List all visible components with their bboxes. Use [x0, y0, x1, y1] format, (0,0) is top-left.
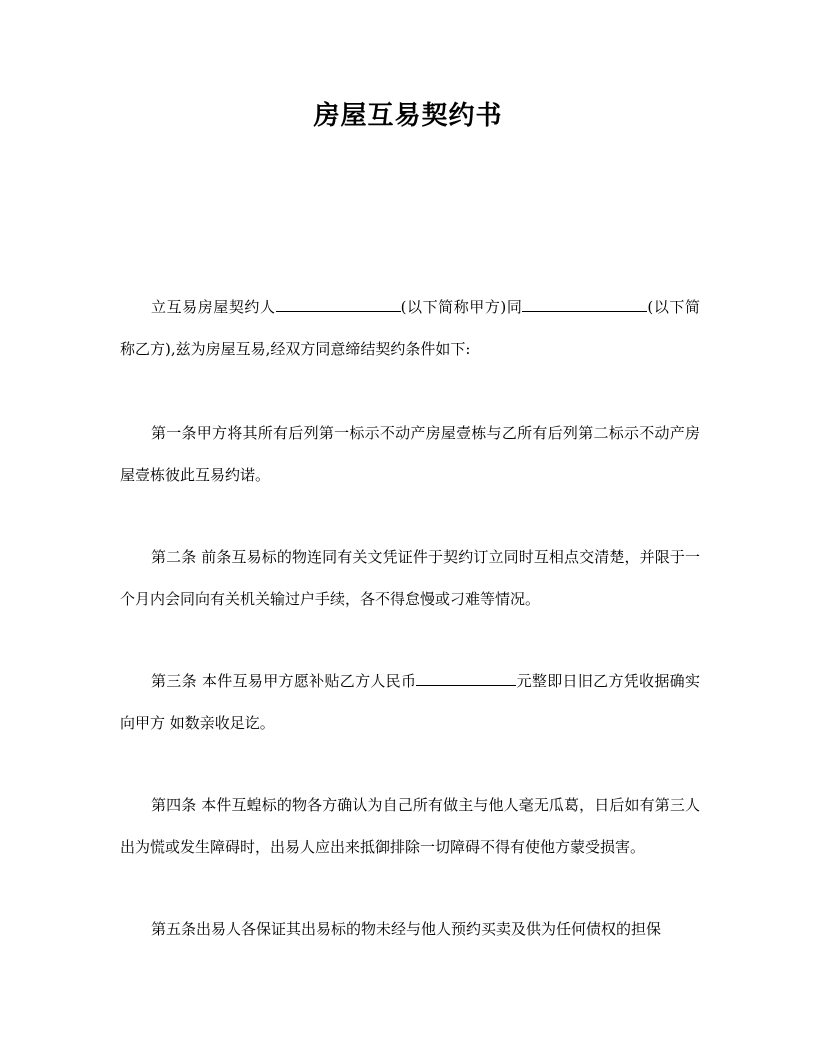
article-2: 第二条 前条互易标的物连同有关文凭证件于契约订立同时互相点交清楚，并限于一个月内会同向有关机关输过户手续，各不得怠慢或刁难等情况。 — [120, 548, 700, 608]
intro-text-2: (以下简称甲方)同 — [400, 298, 523, 316]
intro-text-1: 立互易房屋契约人 — [151, 298, 276, 316]
article-1: 第一条甲方将其所有后列第一标示不动产房屋壹栋与乙所有后列第二标示不动产房屋壹栋彼此互易约诺。 — [120, 424, 700, 484]
document-title: 房屋互易契约书 — [313, 101, 503, 131]
article-3-text-1: 第三条 本件互易甲方愿补贴乙方人民币 — [151, 672, 417, 690]
article-4: 第四条 本件互蝗标的物各方确认为自己所有做主与他人毫无瓜葛，日后如有第三人出为慌或发生障碍时，出易人应出来抵御排除一切障碍不得有使他方蒙受损害。 — [120, 796, 700, 856]
party-b-blank — [522, 293, 647, 312]
article-3 — [120, 660, 700, 744]
intro-text-3: (以下简称乙方),兹为房屋互易,经双方同意缔结契约条件如下: — [120, 298, 700, 358]
article-3-text-2: 元整即日旧乙方凭收据确实向甲方 如数亲收足讫。 — [120, 672, 700, 732]
article-5: 第五条出易人各保证其出易标的物未经与他人预约买卖及供为任何债权的担保 — [151, 920, 662, 938]
party-a-blank — [276, 293, 401, 312]
intro-paragraph — [120, 286, 700, 370]
amount-blank — [416, 667, 516, 686]
